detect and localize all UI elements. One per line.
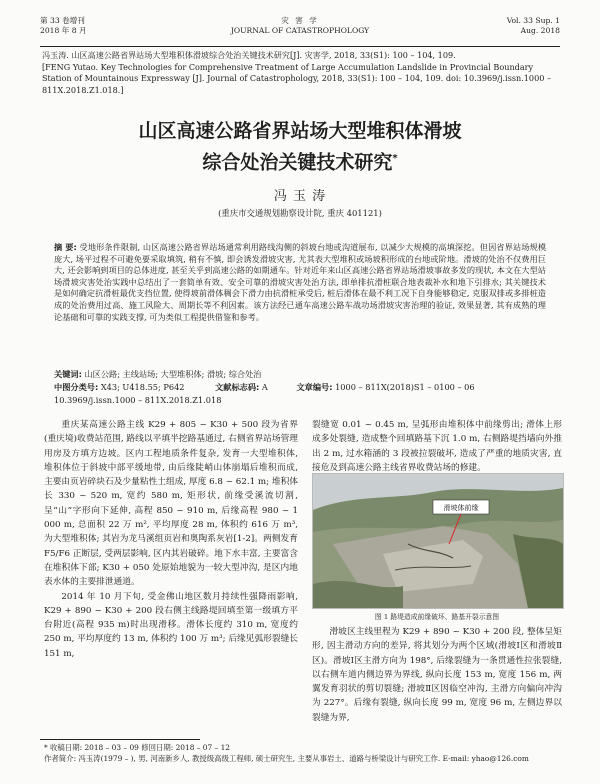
classification-line xyxy=(54,382,546,394)
photo-annotation: 滑坡体前缘 xyxy=(443,504,479,512)
title-line-1: 山区高速公路省界站场大型堆积体滑坡 xyxy=(138,120,462,142)
journal-name-cn: 灾 害 学 xyxy=(281,16,319,25)
running-header xyxy=(40,14,560,46)
abstract-text: 受地形条件限制, 山区高速公路省界站场通常利用路线沟侧的斜坡台地或沟道展布, 以减少大规模的高填深挖。但因省界站场规模庞大, 场平过程不可避免要采取填筑, 稍有不慎, 即会诱发滑坡灾害, 尤其表大型堆积或场坡积形成的台地或阶地。滑坡的处治不仅费用巨大, 还会影响到项目的总体进度, 甚至关乎到高速公路的如期通车。针对近年来山区高速公路省界站场滑坡事故多发的现状, 本文在大型站场滑坡灾害处治实践中总结出了一套简单有效、安全可靠的滑坡灾害处治方法, 即单排抗滑桩联合地表裁补水和地下引排水; 其关键技术是如何确定抗滑桩最优支挡位置, 使得坡前滑体稠会下滑力由抗滑桩承受后, 桩后滑体在最不利工况下自身能够稳定, 克服双排或多排桩造成的处治费用过高、施工风险大、周期长等不利因素。该方法经已通车高速公路车战功场滑坡灾害治理的验证, 效果显著, 其有成熟的理论基础和可靠的实践支撑, 可为类似工程提供借鉴和参考。 xyxy=(54,242,547,322)
body-right-column-top xyxy=(312,418,562,475)
citation-en: [FENG Yutao. Key Technologies for Comprehensive Treatment of Large Accumulation Landslide in Provincial Boundary Station of Mountainous Expressway [J]. Journal of Catastrophology, 2018, 33(S1): 100 – 104, 109. doi: 10.3969/j.issn.1000 – 811X.2018.Z1.018.] xyxy=(42,61,552,95)
footnote xyxy=(44,742,560,764)
doc-code-value: A xyxy=(261,382,268,392)
header-center xyxy=(40,16,560,36)
article-id-value: 1000 – 811X(2018)S1 – 0100 – 06 xyxy=(335,382,475,392)
header-rule xyxy=(40,46,560,47)
doc-code-label: 文献标志码: xyxy=(215,382,260,392)
citation-cn: 冯玉涛. 山区高速公路省界站场大型堆积体滑坡综合处治关键技术研究[J]. 灾害学, 2018, 33(S1): 100 – 104, 109. xyxy=(42,50,456,60)
keywords xyxy=(54,369,546,381)
doi-value: 10.3969/j.issn.1000 – 811X.2018.Z1.018 xyxy=(54,395,222,405)
journal-name-en: JOURNAL OF CATASTROPHOLOGY xyxy=(230,26,370,35)
body-right-column-bottom xyxy=(312,625,562,725)
landslide-photo-illustration xyxy=(313,474,563,608)
title-footnote-mark: * xyxy=(392,153,398,164)
paragraph: 裂缝宽 0.01 ~ 0.45 m, 呈弧形由堆积体中前缘剪出; 滑体上形成多处裂缝, 造成整个回填路基下沉 1.0 m, 右侧路堤挡墙向外推出 2 m, 过水箱涵的 3 段被拉裂破坏, 造成了严重的地质灾害, 直接危及到高速公路主线省界收费站场的修建。 xyxy=(312,420,562,473)
header-right xyxy=(507,16,560,36)
figure-1-caption: 图 1 路堤造成前缘破坏、路基开裂示意图 xyxy=(374,613,500,621)
paragraph: 2014 年 10 月下旬, 受金佛山地区数月持续性强降雨影响, K29 + 890 ~ K30 + 200 段右侧主线路堤回填至第一级填方平台附近(高程 935 m)时出现滑移。滑体长度约 310 m, 宽度约 250 m, 平均厚度约 13 m, 体积约 100 万 m³; 后缘见弧形裂缝长 151 m, xyxy=(44,591,298,659)
paragraph: 重庆某高速公路主线 K29 + 805 ~ K30 + 500 段为省界(重庆境)收费站范围, 路线以平填半挖路基通过, 右侧省界站场管理用房及方填方边坡。区内工程地质条件复杂, 发育一大型堆积体, 堆积体位于斜坡中部平缓地带, 由后缘陡峭山体崩塌后堆积而成, 主要由页岩碎块石及少量粘性土组成, 厚度 6.8 ~ 62.1 m; 堆积体长 330 ~ 520 m, 宽约 580 m, 矩形状, 前缘受溪流切割, 呈“山”字形向下延伸, 高程 850 ~ 910 m, 后缘高程 980 ~ 1 000 m, 总面积 22 万 m², 平均厚度 28 m, 体积约 616 万 m³, 为大型堆积体; 其岩为龙马溪组页岩和奥陶系灰岩[1-2]。两侧发育 F5/F6 正断层, 受两层影响, 区内其岩破碎。地下水丰富, 主要富含在堆积体下部; K30 + 050 处原始地貌为一较大型冲沟, 是区内地表水体的主要排泄通道。 xyxy=(44,420,298,588)
keywords-label: 关键词: xyxy=(54,369,82,379)
figure-1-photo xyxy=(312,473,564,609)
abstract xyxy=(54,242,546,323)
abstract-label: 摘 要: xyxy=(54,242,77,252)
citation-block xyxy=(42,50,558,96)
article-id-label: 文章编号: xyxy=(296,382,333,392)
author-affiliation: (重庆市交通规划勘察设计院, 重庆 401121) xyxy=(218,208,382,218)
author-name: 冯 玉 涛 xyxy=(273,189,327,204)
paragraph: 滑坡区主线里程为 K29 + 890 ~ K30 + 200 段, 整体呈矩形, 因主滑动方向的差异, 将其划分为两个区域(滑坡Ⅰ区和滑坡Ⅱ区)。滑坡Ⅰ区主滑方向为 198°, 后缘裂缝为一条贯通性拉张裂缝, 以右侧车道内侧边界为界线, 纵向长度 153 m, 宽度 156 m, 两翼发育羽状的剪切裂缝; 滑坡Ⅱ区因临空冲沟, 主滑方向偏向冲沟为 227°。后缘有裂缝, 纵向长度 99 m, 宽度 96 m, 左侧边界以裂缝为界, xyxy=(312,627,562,723)
author-bio: 作者简介: 冯玉涛(1979 – ), 男, 河南新乡人, 教授级高级工程师, 硕士研究生, 主要从事岩土、道路与桥梁设计与研究工作. E-mail: yhao@126.com xyxy=(44,754,529,763)
date-en: Aug. 2018 xyxy=(520,26,560,35)
doi-line xyxy=(54,395,546,407)
received-dates: * 收稿日期: 2018 – 03 – 09 修回日期: 2018 – 07 – 12 xyxy=(44,743,231,752)
title-line-2: 综合处治关键技术研究 xyxy=(202,151,393,174)
volume-en: Vol. 33 Sup. 1 xyxy=(506,16,560,25)
publish-date: 2018 年 8 月 xyxy=(40,26,87,35)
clc-label: 中图分类号: xyxy=(54,382,99,392)
footnote-rule xyxy=(40,739,200,740)
body-left-column xyxy=(44,418,298,661)
volume-issue: 第 33 卷增刊 xyxy=(40,16,85,25)
article-title xyxy=(40,118,560,176)
keywords-text: 山区公路; 主线站场; 大型堆积体; 滑坡; 综合处治 xyxy=(84,369,262,379)
clc-value: X43; U418.55; P642 xyxy=(100,382,185,392)
